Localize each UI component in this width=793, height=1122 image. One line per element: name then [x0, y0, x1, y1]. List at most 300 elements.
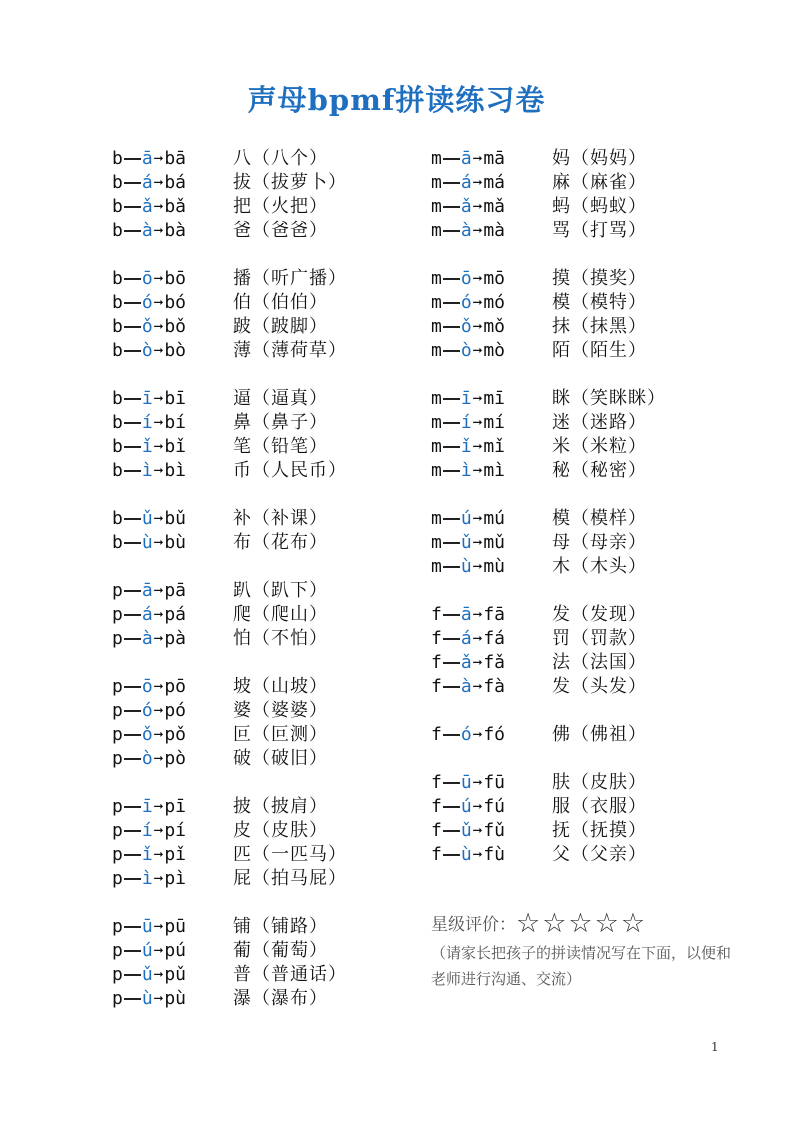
right-arrow-icon: ➞ [153, 845, 164, 864]
syllable: bǎ [164, 196, 187, 217]
character-word: 补（补课） [233, 508, 328, 529]
character-word: 播（听广播） [233, 268, 347, 289]
initial-consonant: m [431, 316, 442, 337]
character-word: 陌（陌生） [552, 340, 647, 361]
character-word: 佛（佛祖） [552, 724, 647, 745]
syllable: bā [164, 148, 187, 169]
dash-connector [124, 350, 141, 352]
vowel: ǐ [141, 844, 153, 865]
syllable: bí [164, 412, 187, 433]
right-arrow-icon: ➞ [472, 773, 483, 792]
pinyin-formula [431, 219, 505, 243]
pinyin-formula [112, 675, 186, 699]
dash-connector [443, 806, 460, 808]
character-word: 匹（一匹马） [233, 844, 347, 865]
initial-consonant: b [112, 460, 123, 481]
pinyin-formula [112, 699, 186, 723]
pinyin-formula [112, 219, 186, 243]
character-word: 父（父亲） [552, 844, 647, 865]
right-arrow-icon: ➞ [472, 629, 483, 648]
syllable: fà [483, 676, 506, 697]
pinyin-formula [431, 795, 505, 819]
right-arrow-icon: ➞ [472, 317, 483, 336]
pinyin-formula [112, 435, 186, 459]
pinyin-formula [431, 843, 505, 867]
character-word: 屁（拍马屁） [233, 868, 347, 889]
syllable: pí [164, 820, 187, 841]
dash-connector [124, 398, 141, 400]
initial-consonant: p [112, 580, 123, 601]
vowel: ǐ [460, 436, 472, 457]
right-arrow-icon: ➞ [153, 341, 164, 360]
right-arrow-icon: ➞ [472, 149, 483, 168]
pinyin-formula [431, 291, 505, 315]
syllable: bō [164, 268, 187, 289]
dash-connector [443, 158, 460, 160]
right-arrow-icon: ➞ [472, 653, 483, 672]
syllable: pǐ [164, 844, 187, 865]
pinyin-formula [112, 819, 186, 843]
character-word: 发（头发） [552, 676, 647, 697]
right-arrow-icon: ➞ [153, 701, 164, 720]
dash-connector [124, 326, 141, 328]
pinyin-formula [431, 147, 505, 171]
character-word: 骂（打骂） [552, 220, 647, 241]
right-arrow-icon: ➞ [472, 725, 483, 744]
vowel: ǒ [141, 316, 153, 337]
dash-connector [443, 566, 460, 568]
dash-connector [443, 830, 460, 832]
character-word: 笔（铅笔） [233, 436, 328, 457]
syllable: bù [164, 532, 187, 553]
syllable: fó [483, 724, 506, 745]
character-word: 把（火把） [233, 196, 328, 217]
dash-connector [443, 278, 460, 280]
vowel: ǔ [460, 820, 472, 841]
character-word: 八（八个） [233, 148, 328, 169]
syllable: bà [164, 220, 187, 241]
pinyin-formula [112, 795, 186, 819]
character-word: 披（披肩） [233, 796, 328, 817]
vowel: ù [141, 988, 153, 1009]
vowel: ǎ [460, 196, 472, 217]
syllable: pì [164, 868, 187, 889]
vowel: ǔ [141, 964, 153, 985]
dash-connector [124, 182, 141, 184]
star-icons[interactable]: ☆☆☆☆☆ [516, 908, 648, 939]
dash-connector [443, 446, 460, 448]
dash-connector [443, 638, 460, 640]
dash-connector [124, 926, 141, 928]
right-arrow-icon: ➞ [153, 413, 164, 432]
initial-consonant: m [431, 268, 442, 289]
character-word: 摸（摸奖） [552, 268, 647, 289]
pinyin-formula [112, 843, 186, 867]
syllable: mā [483, 148, 506, 169]
syllable: mǔ [483, 532, 506, 553]
right-arrow-icon: ➞ [472, 677, 483, 696]
syllable: pó [164, 700, 187, 721]
character-word: 眯（笑眯眯） [552, 388, 666, 409]
vowel: í [460, 412, 472, 433]
vowel: ǎ [460, 652, 472, 673]
pinyin-formula [431, 195, 505, 219]
vowel: ī [460, 388, 472, 409]
syllable: má [483, 172, 506, 193]
right-arrow-icon: ➞ [153, 965, 164, 984]
character-word: 瀑（瀑布） [233, 988, 328, 1009]
dash-connector [124, 518, 141, 520]
dash-connector [443, 302, 460, 304]
syllable: fā [483, 604, 506, 625]
initial-consonant: p [112, 724, 123, 745]
initial-consonant: p [112, 748, 123, 769]
syllable: mō [483, 268, 506, 289]
pinyin-formula [431, 555, 505, 579]
dash-connector [124, 158, 141, 160]
vowel: á [460, 172, 472, 193]
vowel: ō [141, 268, 153, 289]
syllable: mǎ [483, 196, 506, 217]
initial-consonant: b [112, 388, 123, 409]
vowel: ù [141, 532, 153, 553]
initial-consonant: b [112, 148, 123, 169]
syllable: fǔ [483, 820, 506, 841]
syllable: fǎ [483, 652, 506, 673]
right-arrow-icon: ➞ [153, 629, 164, 648]
initial-consonant: p [112, 988, 123, 1009]
character-word: 麻（麻雀） [552, 172, 647, 193]
vowel: ò [460, 340, 472, 361]
syllable: pū [164, 916, 187, 937]
dash-connector [443, 782, 460, 784]
initial-consonant: b [112, 340, 123, 361]
vowel: à [141, 628, 153, 649]
initial-consonant: m [431, 436, 442, 457]
pinyin-formula [431, 651, 505, 675]
character-word: 币（人民币） [233, 460, 347, 481]
character-word: 婆（婆婆） [233, 700, 328, 721]
character-word: 秘（秘密） [552, 460, 647, 481]
initial-consonant: b [112, 532, 123, 553]
initial-consonant: p [112, 844, 123, 865]
syllable: bá [164, 172, 187, 193]
syllable: bǒ [164, 316, 187, 337]
syllable: mí [483, 412, 506, 433]
dash-connector [443, 206, 460, 208]
pinyin-formula [112, 531, 186, 555]
dash-connector [124, 686, 141, 688]
pinyin-formula [431, 339, 505, 363]
vowel: ǔ [141, 508, 153, 529]
character-word: 模（模样） [552, 508, 647, 529]
right-arrow-icon: ➞ [153, 509, 164, 528]
right-arrow-icon: ➞ [153, 605, 164, 624]
syllable: mī [483, 388, 506, 409]
vowel: ǒ [460, 316, 472, 337]
syllable: bǔ [164, 508, 187, 529]
vowel: ú [460, 796, 472, 817]
dash-connector [443, 470, 460, 472]
dash-connector [124, 950, 141, 952]
vowel: ō [460, 268, 472, 289]
initial-consonant: p [112, 964, 123, 985]
right-arrow-icon: ➞ [472, 533, 483, 552]
dash-connector [443, 182, 460, 184]
vowel: ǐ [141, 436, 153, 457]
right-arrow-icon: ➞ [153, 581, 164, 600]
initial-consonant: m [431, 508, 442, 529]
character-word: 爸（爸爸） [233, 220, 328, 241]
dash-connector [443, 686, 460, 688]
character-word: 迷（迷路） [552, 412, 647, 433]
dash-connector [443, 230, 460, 232]
pinyin-formula [431, 531, 505, 555]
vowel: ū [460, 772, 472, 793]
pinyin-formula [431, 675, 505, 699]
vowel: ó [141, 700, 153, 721]
right-arrow-icon: ➞ [472, 269, 483, 288]
right-arrow-icon: ➞ [153, 269, 164, 288]
initial-consonant: p [112, 700, 123, 721]
initial-consonant: m [431, 220, 442, 241]
vowel: í [141, 820, 153, 841]
vowel: ó [460, 724, 472, 745]
character-word: 普（普通话） [233, 964, 347, 985]
pinyin-formula [112, 267, 186, 291]
syllable: fú [483, 796, 506, 817]
vowel: ò [141, 340, 153, 361]
character-word: 薄（薄荷草） [233, 340, 347, 361]
vowel: ǒ [141, 724, 153, 745]
character-word: 叵（叵测） [233, 724, 328, 745]
dash-connector [124, 878, 141, 880]
vowel: ī [141, 796, 153, 817]
character-word: 铺（铺路） [233, 916, 328, 937]
initial-consonant: p [112, 940, 123, 961]
character-word: 皮（皮肤） [233, 820, 328, 841]
pinyin-formula [431, 459, 505, 483]
dash-connector [124, 710, 141, 712]
dash-connector [124, 638, 141, 640]
pinyin-formula [112, 987, 186, 1011]
vowel: à [460, 220, 472, 241]
right-arrow-icon: ➞ [153, 797, 164, 816]
dash-connector [124, 614, 141, 616]
right-arrow-icon: ➞ [472, 413, 483, 432]
vowel: à [141, 220, 153, 241]
parent-note: （请家长把孩子的拼读情况写在下面，以便和老师进行沟通、交流） [431, 944, 732, 988]
initial-consonant: p [112, 676, 123, 697]
syllable: pò [164, 748, 187, 769]
syllable: fū [483, 772, 506, 793]
pinyin-formula [431, 723, 505, 747]
initial-consonant: p [112, 868, 123, 889]
syllable: pù [164, 988, 187, 1009]
right-arrow-icon: ➞ [472, 173, 483, 192]
pinyin-formula [431, 435, 505, 459]
vowel: ì [141, 868, 153, 889]
pinyin-formula [112, 915, 186, 939]
syllable: mà [483, 220, 506, 241]
vowel: ì [460, 460, 472, 481]
vowel: ú [460, 508, 472, 529]
right-arrow-icon: ➞ [472, 557, 483, 576]
vowel: ǎ [141, 196, 153, 217]
character-word: 爬（爬山） [233, 604, 328, 625]
syllable: mò [483, 340, 506, 361]
character-word: 逼（逼真） [233, 388, 328, 409]
vowel: á [141, 604, 153, 625]
pinyin-formula [431, 819, 505, 843]
vowel: ù [460, 844, 472, 865]
syllable: bó [164, 292, 187, 313]
syllable: bī [164, 388, 187, 409]
initial-consonant: f [431, 844, 442, 865]
initial-consonant: p [112, 820, 123, 841]
syllable: pī [164, 796, 187, 817]
character-word: 母（母亲） [552, 532, 647, 553]
syllable: bì [164, 460, 187, 481]
character-word: 趴（趴下） [233, 580, 328, 601]
initial-consonant: f [431, 796, 442, 817]
pinyin-formula [112, 723, 186, 747]
character-word: 怕（不怕） [233, 628, 328, 649]
pinyin-formula [112, 147, 186, 171]
initial-consonant: f [431, 724, 442, 745]
pinyin-formula [431, 771, 505, 795]
vowel: ǔ [460, 532, 472, 553]
right-arrow-icon: ➞ [153, 437, 164, 456]
pinyin-formula [431, 507, 505, 531]
vowel: í [141, 412, 153, 433]
initial-consonant: f [431, 628, 442, 649]
right-arrow-icon: ➞ [472, 389, 483, 408]
vowel: ó [460, 292, 472, 313]
right-arrow-icon: ➞ [153, 821, 164, 840]
right-arrow-icon: ➞ [153, 989, 164, 1008]
right-arrow-icon: ➞ [153, 317, 164, 336]
dash-connector [443, 542, 460, 544]
initial-consonant: m [431, 556, 442, 577]
pinyin-formula [112, 627, 186, 651]
dash-connector [443, 854, 460, 856]
right-arrow-icon: ➞ [153, 461, 164, 480]
right-arrow-icon: ➞ [153, 197, 164, 216]
right-arrow-icon: ➞ [153, 533, 164, 552]
vowel: ī [141, 388, 153, 409]
syllable: mó [483, 292, 506, 313]
vowel: ō [141, 676, 153, 697]
pinyin-formula [112, 291, 186, 315]
pinyin-formula [112, 603, 186, 627]
dash-connector [124, 758, 141, 760]
right-arrow-icon: ➞ [153, 869, 164, 888]
dash-connector [124, 422, 141, 424]
character-word: 蚂（蚂蚁） [552, 196, 647, 217]
vowel: ā [141, 148, 153, 169]
pinyin-formula [112, 411, 186, 435]
character-word: 服（衣服） [552, 796, 647, 817]
syllable: pǒ [164, 724, 187, 745]
pinyin-formula [431, 267, 505, 291]
vowel: ā [141, 580, 153, 601]
right-arrow-icon: ➞ [472, 605, 483, 624]
initial-consonant: b [112, 292, 123, 313]
right-arrow-icon: ➞ [153, 173, 164, 192]
initial-consonant: b [112, 172, 123, 193]
right-arrow-icon: ➞ [153, 221, 164, 240]
right-arrow-icon: ➞ [472, 821, 483, 840]
pinyin-formula [112, 195, 186, 219]
syllable: mǐ [483, 436, 506, 457]
initial-consonant: f [431, 820, 442, 841]
dash-connector [443, 518, 460, 520]
page-number: 1 [711, 1040, 719, 1054]
initial-consonant: m [431, 172, 442, 193]
right-arrow-icon: ➞ [472, 437, 483, 456]
right-arrow-icon: ➞ [153, 941, 164, 960]
right-arrow-icon: ➞ [153, 917, 164, 936]
initial-consonant: b [112, 220, 123, 241]
vowel: ú [141, 940, 153, 961]
dash-connector [443, 614, 460, 616]
dash-connector [443, 350, 460, 352]
dash-connector [443, 422, 460, 424]
dash-connector [124, 470, 141, 472]
vowel: à [460, 676, 472, 697]
pinyin-formula [112, 747, 186, 771]
character-word: 布（花布） [233, 532, 328, 553]
dash-connector [124, 230, 141, 232]
dash-connector [124, 278, 141, 280]
pinyin-formula [112, 579, 186, 603]
character-word: 米（米粒） [552, 436, 647, 457]
syllable: mù [483, 556, 506, 577]
character-word: 法（法国） [552, 652, 647, 673]
syllable: bò [164, 340, 187, 361]
vowel: ū [141, 916, 153, 937]
pinyin-formula [112, 171, 186, 195]
character-word: 坡（山坡） [233, 676, 328, 697]
initial-consonant: f [431, 652, 442, 673]
character-word: 跛（跛脚） [233, 316, 328, 337]
dash-connector [443, 662, 460, 664]
character-word: 拔（拔萝卜） [233, 172, 347, 193]
initial-consonant: b [112, 196, 123, 217]
vowel: ā [460, 604, 472, 625]
dash-connector [124, 206, 141, 208]
pinyin-formula [112, 963, 186, 987]
right-arrow-icon: ➞ [153, 749, 164, 768]
pinyin-formula [431, 171, 505, 195]
vowel: ì [141, 460, 153, 481]
initial-consonant: f [431, 772, 442, 793]
initial-consonant: m [431, 148, 442, 169]
dash-connector [124, 974, 141, 976]
dash-connector [124, 734, 141, 736]
syllable: mǒ [483, 316, 506, 337]
dash-connector [124, 542, 141, 544]
dash-connector [124, 806, 141, 808]
initial-consonant: m [431, 292, 442, 313]
initial-consonant: m [431, 196, 442, 217]
character-word: 破（破旧） [233, 748, 328, 769]
right-arrow-icon: ➞ [153, 389, 164, 408]
initial-consonant: p [112, 796, 123, 817]
dash-connector [443, 398, 460, 400]
pinyin-formula [112, 315, 186, 339]
